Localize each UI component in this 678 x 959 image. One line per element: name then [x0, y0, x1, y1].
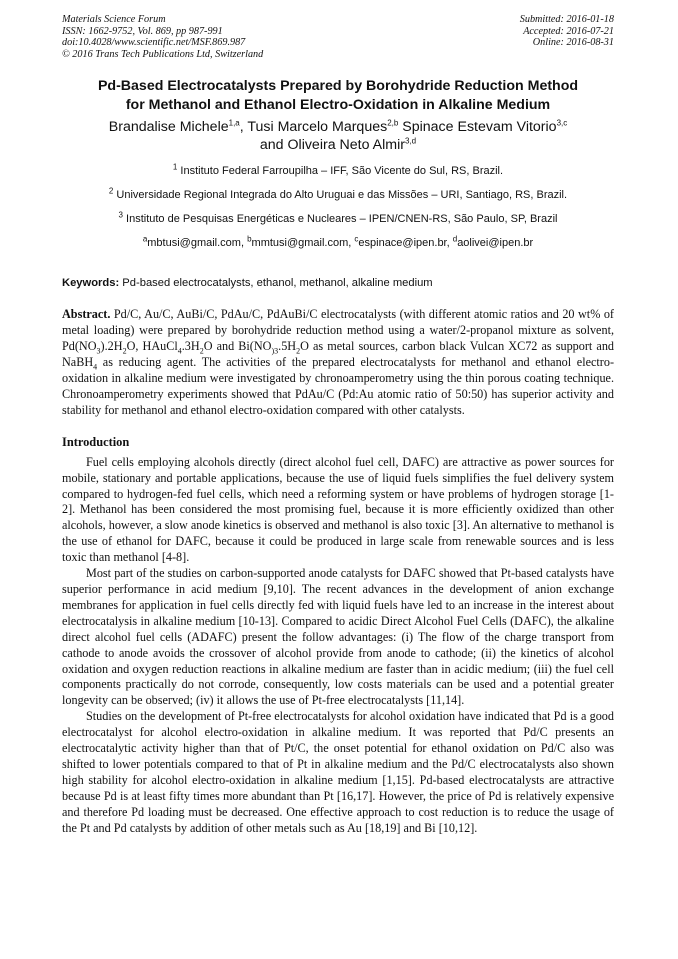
- sub-3: 3: [96, 346, 101, 356]
- paper-title: [62, 77, 614, 115]
- journal-name: Materials Science Forum: [62, 14, 166, 25]
- author-3-sup: 3,c: [556, 118, 568, 128]
- email-2: mmtusi@gmail.com,: [251, 237, 355, 250]
- dates-info: [520, 14, 614, 60]
- sub-4b: 4: [93, 362, 98, 372]
- sub-2b: 2: [199, 346, 204, 356]
- email-list: [62, 234, 614, 250]
- keywords-label: Keywords:: [62, 277, 120, 290]
- author-1: Brandalise Michele: [108, 119, 229, 136]
- affiliation-3: [62, 210, 614, 226]
- affiliation-2: [62, 186, 614, 202]
- abstract-text-6: .5H: [278, 339, 297, 354]
- sub-2: 2: [122, 346, 127, 356]
- paper-page: [62, 14, 614, 836]
- paragraph-2: Most part of the studies on carbon-supported anode catalysts for DAFC showed that Pt-based catalysts have superior performance in acid medium [9,10]. The recent advances in the development of anion exchange membranes for application in fuel cells directly fed with liquid fuels have led to an increase in the interest about electrocatalysis in alkaline medium [10-13]. Compared to acidic Direct Alcohol Fuel Cells (DAFC), the alkaline direct alcohol fuel cells (ADAFC) present the follow advantages: (i) The flow of the charge transport from cathode to anode avoids the crossover of alcohol provide from anode to cathode; (ii) the kinetics of alcohol oxidation and oxygen reduction reactions in alkaline medium are faster than in acidic medium; (iii) the fuel cell components practically do not corrode, consequently, low costs materials can be used and a potential greater longevity can be observed; (iv) it allows the use of Pt-free electrocatalysts [11,14].: [62, 566, 614, 708]
- journal-info: [62, 14, 263, 60]
- email-1-sup: a: [142, 234, 148, 244]
- paragraph-1: Fuel cells employing alcohols directly (direct alcohol fuel cell, DAFC) are attractive as power sources for mobile, stationary and portable applications, because the use of liquid fuels simplifies the fuel delivery system compared to hydrogen-fed fuel cells, which need a reforming system or have problems of hydrogen storage [1-2]. Methanol has been considered the most promising fuel, because it is more efficiently oxidized than other alcohols, however, a slow anode kinetics is observed and methanol is also toxic [3]. An alternative to methanol is the use of ethanol for DAFC, because it could be produced in large scale from renewable sources and is less toxic than methanol [4-8].: [62, 454, 614, 565]
- keywords: [62, 277, 614, 289]
- affiliation-2-sup: 2: [108, 186, 114, 196]
- author-4-sup: 3,d: [404, 136, 417, 146]
- affiliation-3-sup: 3: [118, 210, 123, 220]
- author-1-sup: 1,a: [228, 118, 240, 128]
- sub-3c: )3: [271, 346, 279, 356]
- journal-copyright: © 2016 Trans Tech Publications Ltd, Switzerland: [62, 48, 264, 60]
- author-2: , Tusi Marcelo Marques: [239, 119, 388, 136]
- affiliation-1: [62, 162, 614, 178]
- email-3: espinace@ipen.br,: [358, 237, 453, 250]
- email-2-sup: b: [247, 234, 252, 244]
- email-4-sup: d: [452, 234, 458, 244]
- abstract-text-8: as reducing agent. The activities of the prepared electrocatalysts for methanol and ethanol electro-oxidation in alkaline medium were investigated by chronoamperometry using the thin porous coating technique. Chronoamperometry experiments showed that PdAu/C (Pd:Au atomic ratio of 50:50) has superior activity and stability for methanol and ethanol electro-oxidation compared with other catalysts.: [62, 355, 614, 417]
- online-date: Online: 2016-08-31: [532, 37, 614, 49]
- sub-2c: 2: [296, 346, 301, 356]
- sub-4: 4: [177, 346, 182, 356]
- paragraph-3: Studies on the development of Pt-free electrocatalysts for alcohol oxidation have indicated that Pd is a good electrocatalyst for alcohol electro-oxidation in alkaline medium. It was reported that Pd/C presents an electrocatalytic activity higher than that of Pt/C, the onset potential for ethanol oxidation on Pd/C also was shifted to lower potentials compared to that of Pt in alkaline medium and the Pd/C electrocatalysts also shown high stability for alcohol electro-oxidation in alkaline medium [1,15]. Pd-based electrocatalysts are attractive because Pd is at least fifty times more abundant than Pt [16,17]. However, the price of Pd is relatively expensive and therefore Pd loading must be decreased. One effective approach to cost reduction is to reduce the usage of the Pt and Pd catalysts by addition of other metals such as Au [18,19] and Bi [10,12].: [62, 709, 614, 835]
- keywords-text: Pd-based electrocatalysts, ethanol, methanol, alkaline medium: [119, 277, 433, 290]
- email-3-sup: c: [354, 234, 359, 244]
- section-title-introduction: Introduction: [62, 434, 130, 449]
- title-line-2: for Methanol and Ethanol Electro-Oxidation in Alkaline Medium: [125, 97, 551, 114]
- author-2-sup: 2,b: [387, 118, 399, 128]
- author-3: Spinace Estevam Vitorio: [398, 119, 557, 136]
- author-4: and Oliveira Neto Almir: [259, 137, 405, 154]
- abstract-text-3: O, HAuCl: [126, 339, 178, 354]
- abstract-text-4: .3H: [181, 339, 200, 354]
- journal-issn: ISSN: 1662-9752, Vol. 869, pp 987-991: [62, 25, 223, 37]
- affiliation-3-text: Instituto de Pesquisas Energéticas e Nucleares – IPEN/CNEN-RS, São Paulo, SP, Brazil: [122, 213, 558, 226]
- abstract: [62, 307, 614, 418]
- affiliation-2-text: Universidade Regional Integrada do Alto Uruguai e das Missões – URI, Santiago, RS, Brazil.: [113, 189, 568, 202]
- affiliation-1-sup: 1: [172, 162, 178, 172]
- abstract-text-7: O as metal sources, carbon black Vulcan XC72 as support and NaBH: [62, 339, 615, 370]
- email-4: aolivei@ipen.br: [457, 237, 534, 250]
- abstract-text-2: ).2H: [100, 339, 123, 354]
- abstract-label: Abstract.: [62, 307, 111, 322]
- author-list: [62, 118, 614, 154]
- email-1: mbtusi@gmail.com,: [147, 237, 248, 250]
- journal-header: [62, 14, 614, 60]
- accepted-date: Accepted: 2016-07-21: [523, 25, 614, 37]
- submitted-date: Submitted: 2016-01-18: [519, 14, 614, 25]
- title-line-1: Pd-Based Electrocatalysts Prepared by Borohydride Reduction Method: [97, 78, 579, 95]
- abstract-text-5: O and Bi(NO: [203, 339, 272, 354]
- abstract-text-1: Pd/C, Au/C, AuBi/C, PdAu/C, PdAuBi/C electrocatalysts (with different atomic ratios and 20 wt% of metal loading) were prepared by borohydride reduction method using a water/2-propanol mixture as solvent, Pd(NO: [62, 307, 614, 354]
- introduction-body: [62, 455, 614, 837]
- affiliation-1-text: Instituto Federal Farroupilha – IFF, São Vicente do Sul, RS, Brazil.: [177, 165, 504, 178]
- journal-doi: doi:10.4028/www.scientific.net/MSF.869.987: [62, 37, 246, 49]
